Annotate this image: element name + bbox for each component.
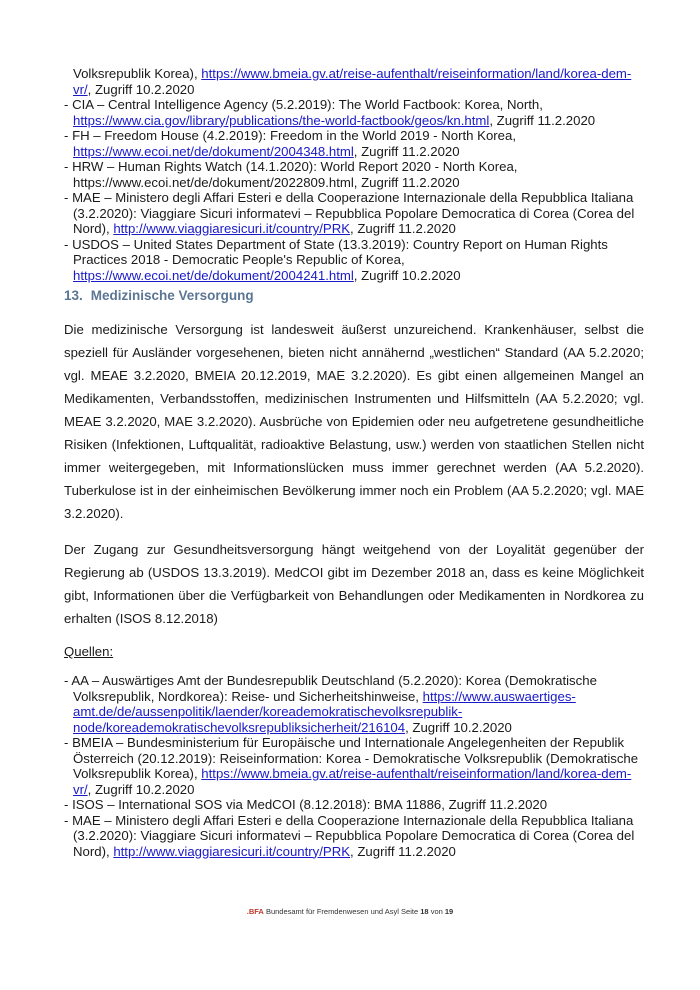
source-item: - CIA – Central Intelligence Agency (5.2.2019): The World Factbook: Korea, North, https://www.cia.gov/library/publications/the-world-factbook/geos/kn.html, Zugriff 11.2.2020	[64, 97, 596, 128]
section-heading	[64, 288, 254, 303]
source-item: Volksrepublik Korea), https://www.bmeia.gv.at/reise-aufenthalt/reiseinformation/land/korea-dem-vr/, Zugriff 10.2.2020	[73, 66, 632, 97]
source-link[interactable]: https://www.ecoi.net/de/dokument/2004241.html	[73, 267, 354, 283]
source-item: - ISOS – International SOS via MedCOI (8.12.2018): BMA 11886, Zugriff 11.2.2020	[64, 797, 548, 812]
source-item: - BMEIA – Bundesministerium für Europäische und Internationale Angelegenheiten der Republik Österreich (20.12.2019): Reiseinformation: Korea - Demokratische Volksrepublik (Demokratische Volksrepublik Korea), https://www.bmeia.gv.at/reise-aufenthalt/reiseinformation/land/korea-dem-vr/, Zugriff 10.2.2020	[64, 735, 639, 797]
agency-name: Bundesamt für Fremdenwesen und Asyl	[265, 907, 399, 916]
page-current: 18	[420, 907, 429, 916]
source-item: - USDOS – United States Department of State (13.3.2019): Country Report on Human Rights Practices 2018 - Democratic People's Republic of Korea, https://www.ecoi.net/de/dokument/2004241.html, Zugriff 10.2.2020	[64, 236, 608, 283]
sources-label: Quellen:	[64, 644, 114, 659]
section-number: 13.	[64, 288, 83, 303]
source-link[interactable]: https://www.bmeia.gv.at/reise-aufenthalt/reiseinformation/land/korea-dem-vr/	[73, 66, 632, 97]
source-link[interactable]: https://www.ecoi.net/de/dokument/2004348.html	[73, 143, 354, 159]
source-link[interactable]: https://www.cia.gov/library/publications/the-world-factbook/geos/kn.html	[73, 112, 490, 128]
source-link[interactable]: https://www.auswaertiges-amt.de/de/aussenpolitik/laender/koreademokratischevolksrepublik-node/koreademokratischevolksrepubliksicherheit/216104	[73, 688, 576, 735]
source-item: - MAE – Ministero degli Affari Esteri e della Cooperazione Internazionale della Repubblica Italiana (3.2.2020): Viaggiare Sicuri informatevi – Repubblica Popolare Democratica di Corea (Corea del Nord), http://www.viaggiaresicuri.it/country/PRK, Zugriff 11.2.2020	[64, 812, 635, 859]
source-item: - AA – Auswärtiges Amt der Bundesrepublik Deutschland (5.2.2020): Korea (Demokratische Volksrepublik, Nordkorea): Reise- und Sicherheitshinweise, https://www.auswaertiges-amt.de/de/aussenpolitik/laender/koreademokratischevolksrepublik-node/koreademokratischevolksrepubliksicherheit/216104, Zugriff 10.2.2020	[64, 673, 597, 735]
source-link[interactable]: http://www.viaggiaresicuri.it/country/PRK	[113, 843, 351, 859]
previous-section-sources	[64, 66, 644, 283]
source-link[interactable]: https://www.bmeia.gv.at/reise-aufenthalt/reiseinformation/land/korea-dem-vr/	[73, 766, 632, 797]
body-paragraph: Die medizinische Versorgung ist landesweit äußerst unzureichend. Krankenhäuser, selbst die speziell für Ausländer vorgesehenen, bieten nicht annähernd „westlichen“ Standard (AA 5.2.2020; vgl. MEAE 3.2.2020, BMEIA 20.12.2019, MAE 3.2.2020). Es gibt einen allgemeinen Mangel an Medikamenten, Verbandsstoffen, medizinischen Instrumenten und Hilfsmitteln (AA 5.2.2020; vgl. MEAE 3.2.2020, MAE 3.2.2020). Ausbrüche von Epidemien oder neu aufgetretene gesundheitliche Risiken (Infektionen, Luftqualität, radioaktive Belastung, usw.) werden von staatlichen Stellen nicht immer weitergegeben, mit Informationslücken muss immer gerechnet werden (AA 5.2.2020). Tuberkulose ist in der einheimischen Bevölkerung immer noch ein Problem (AA 5.2.2020; vgl. MAE 3.2.2020).	[64, 322, 644, 521]
source-link[interactable]: http://www.viaggiaresicuri.it/country/PRK	[113, 221, 351, 236]
bfa-logo: .BFA	[246, 907, 264, 916]
source-item: - MAE – Ministero degli Affari Esteri e della Cooperazione Internazionale della Repubblica Italiana (3.2.2020): Viaggiare Sicuri informatevi – Repubblica Popolare Democratica di Corea (Corea del Nord), http://www.viaggiaresicuri.it/country/PRK, Zugriff 11.2.2020	[64, 190, 635, 236]
source-item: - HRW – Human Rights Watch (14.1.2020): World Report 2020 - North Korea, https://www.ecoi.net/de/dokument/2022809.html, Zugriff 11.2.2020	[64, 159, 518, 190]
page-footer: .BFA Bundesamt für Fremdenwesen und Asyl Seite 18 von 19	[246, 907, 454, 916]
body-paragraph: Der Zugang zur Gesundheitsversorgung hängt weitgehend von der Loyalität gegenüber der Regierung ab (USDOS 13.3.2019). MedCOI gibt im Dezember 2018 an, dass es keine Möglichkeit gibt, Informationen über die Verfügbarkeit von Behandlungen oder Medikamenten in Nordkorea zu erhalten (ISOS 8.12.2018)	[64, 542, 644, 626]
page-total: 19	[444, 907, 454, 916]
section-title: Medizinische Versorgung	[90, 288, 254, 303]
source-item: - FH – Freedom House (4.2.2019): Freedom in the World 2019 - North Korea, https://www.ecoi.net/de/dokument/2004348.html, Zugriff 11.2.2020	[64, 128, 517, 159]
section-sources	[64, 673, 644, 859]
